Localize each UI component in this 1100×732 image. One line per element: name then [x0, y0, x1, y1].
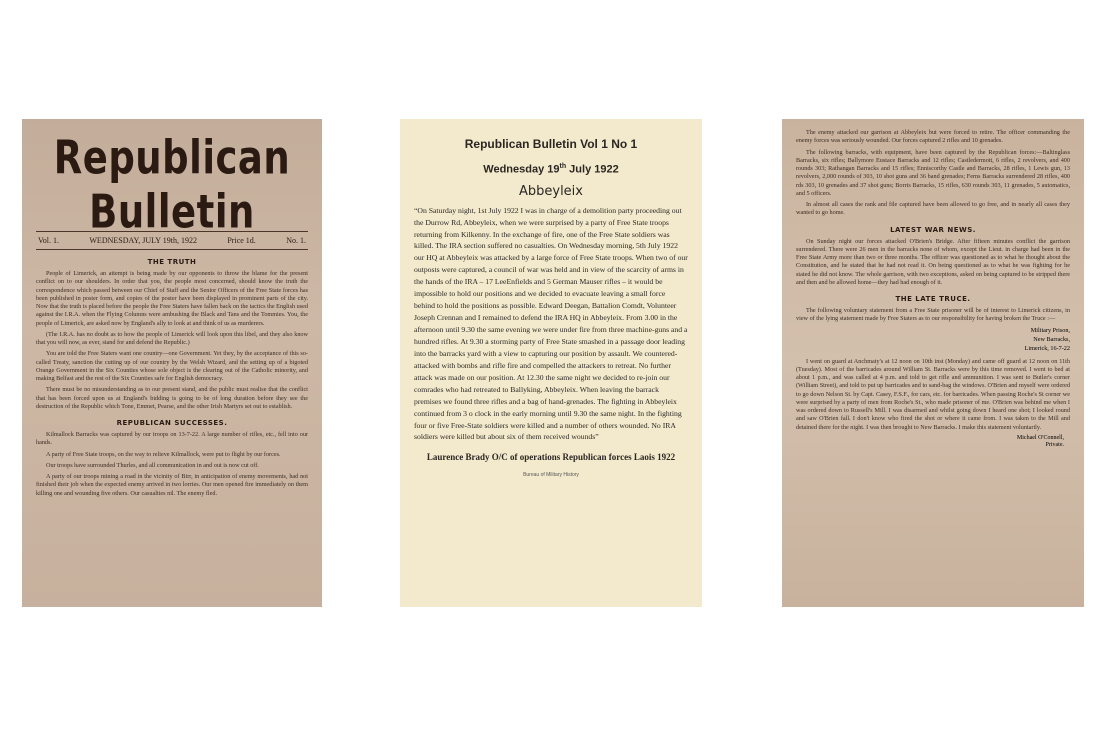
article-paragraph: There must be no misunderstanding as to our present stand, and the public must realise that the conflict that has been forced upon us at England's bidding is going to be of long duration before they see the destruction of the Republic which Tone, Emmet, Pearse, and the other Irish Martyrs set out to establish. [36, 386, 308, 410]
article-paragraph: The enemy attacked our garrison at Abbeyleix but were forced to retire. The officer commanding the enemy forces was seriously wounded. Our forces captured 2 rifles and 10 grenades. [796, 129, 1070, 145]
article-paragraph: (The I.R.A. has no doubt as to how the people of Limerick will look upon this libel, and they also know that you will now, as ever, stand for and defend the Republic.) [36, 330, 308, 346]
article-paragraph: Our troops have surrounded Thurles, and all communication in and out is now cut off. [46, 461, 259, 469]
article-paragraph: You are told the Free Staters want one country—one Government. Yet they, by the acceptance of this so-called Treaty, sanction the cutting up of our country by the Welsh Wizard, and the setting up of a bigoted Orange Government in the Six Counties whose sole object is the clearing out of the Catholic minority, and making Belfast and the rest of the Six Counties safe for English democracy. [36, 350, 308, 382]
section-heading: THE TRUTH [147, 258, 197, 266]
section-heading: LATEST WAR NEWS. [890, 225, 976, 234]
issue-number: No. 1. [286, 236, 306, 245]
left-newspaper-page [22, 119, 322, 607]
volume-label: Vol. 1. [38, 236, 59, 245]
article-paragraph: People of Limerick, an attempt is being made by our opponents to throw the blame for the present conflict on to our shoulders. In order that you, the people most concerned, should know the truth the correspondence which passed between our Chief of Staff and the Senior Officers of the Free State forces has been published in poster form, and copies of the poster have been displayed in prominent parts of the city. Now that the truth is placed before the people the Free Staters have fallen back on the tactics the English used against the I.R.A. when the Flying Columns were ambushing the Black and Tans and the Tommies. You, the people of Limerick, are asked now by England's ally to look at and think of us as murderers. [36, 270, 308, 327]
transcript-date: Wednesday 19th July 1922 [483, 163, 619, 176]
signatory-rank: Private. [1045, 441, 1064, 448]
address-line: Limerick, 16-7-22 [1024, 344, 1070, 352]
article-paragraph: Kilmallock Barracks was captured by our troops on 13-7-22. A large number of rifles, etc., fell into our hands. [36, 431, 308, 447]
transcript-title: Republican Bulletin Vol 1 No 1 [464, 137, 638, 151]
article-paragraph: On Sunday night our forces attacked O'Brien's Bridge. After fifteen minutes conflict the garrison surrendered. There were 26 men in the barracks none of whom, except the Lieut. in charge had been in the Free State Army more than two or three months. The officer was questioned as to what he thought about the Constitution, and he stated that he had not read it. On being questioned as to what he was fighting for he stated he did not know. The whole garrison, with two exceptions, asked on being captured to be stripped there and then and be allowed home—they had had enough of it. [796, 237, 1070, 286]
issue-date: WEDNESDAY, JULY 19th, 1922 [89, 236, 197, 245]
transcript-signature: Laurence Brady O/C of operations Republican forces Laois 1922 [426, 452, 676, 463]
address-line: New Barracks, [1033, 335, 1070, 343]
signatory-name: Michael O'Connell, [1016, 434, 1064, 441]
article-paragraph: In almost all cases the rank and file captured have been allowed to go free, and in nearly all cases they wanted to go home. [796, 201, 1070, 217]
article-paragraph: A party of our troops mining a road in the vicinity of Birr, in anticipation of enemy movements, had not finished their job when the expected enemy arrived in two lorries. Our men opened fire immediately on them killing one and wounding five others. Our casualties nil. The enemy fled. [36, 473, 308, 497]
transcript-quote: “On Saturday night, 1st July 1922 I was in charge of a demolition party proceeding out the Durrow Rd, Abbeyleix, when we were surprised by a party of Free State troops returning from Kilkenny. In the exchange of fire, one of the Free State soldiers was killed. The IRA section suffered no casualties. On Wednesday morning, 5th July 1922 our HQ at Abbeyleix was attacked by a large force of Free State troops. When two of our outposts were captured, a council of war was held and in view of the scarcity of arms in the hands of the IRA – 17 LeeEnfields and 5 German Mauser rifles – it would be impossible to hold our positions and we decided to evacuate leaving a small force behind to hold the positions as possible. Edward Deegan, Battalion Comdt, Volunteer Joseph Crennan and I remained to defend the IRA HQ in Abbeyleix. From 3.00 in the afternoon until 9.30 the same evening we were under fire from three machine-guns and a hundred rifles. At 9.30 a storming party of Free State smashed in a passage door leading into the barracks yard with a view to capturing our position by assault. We countered-attacked with bombs and rifle fire and compelled the attackers to retreat. No further attack was made on our position. At 12.30 the same night we decided to re-join our comrades who had retreated to Ballyking, Abbeyleix. When leaving the barrack premises we found three rifles and a bag of hand-grenades. The fighting in Abbeyleix continued from 3 o clock in the early morning until 9.30 the same night. In the fighting four or five Free-State soldiers were killed and a number of others wounded. No IRA soldiers were killed but about six of them received wounds” [414, 205, 688, 442]
section-heading: REPUBLICAN SUCCESSES. [116, 419, 228, 427]
center-transcript-page [400, 119, 702, 607]
prisoner-statement: I went on guard at Anchmaty's at 12 noon on 10th inst (Monday) and came off guard at 12 noon on 11th (Tuesday). Most of the barricades around William St. Barracks were by this time removed. I went to bed at about 1 p.m., and was called at 4 p.m. and told to get rifle and ammunition. I was sent to Butler's corner (William Street), and told to put up barricades and to sand-bag the windows. O'Brien and myself were ordered to go down Nelson St. by Capt. Casey, F.S.F., for cars, etc. for barricades. When passing Roche's St corner we were surprised by a party of men from Roche's St., who made prisoner of me. O'Brien was behind me when I was ordered down to Russell's Mill. I was disarmed and whilst going down I heard one shot; I looked round and saw O'Brien fall. I don't know who fired the shot or where it came from. I was taken to the Mill and detained there for the night. I was then brought to New Barracks. I make this statement voluntarily. [796, 357, 1070, 431]
right-newspaper-page [782, 119, 1084, 607]
newspaper-masthead: Republican Bulletin [53, 131, 291, 239]
address-line: Military Prison, [1030, 326, 1070, 334]
article-paragraph: The following barracks, with equipment, have been captured by the Republican forces:—Baltinglass Barracks, six rifles; Ballymore Eustace Barracks and 12 rifles; Castledermott, 6 rifles, 2 revolvers, and 400 rounds 303; Rathangan Barracks and 15 rifles; Enniscorthy Castle and Barracks, 28 rifles, 1 Lewis gun, 13 revolvers, 2,000 rounds of 303, 10 shot guns and 36 band grenades; Ferns Barracks surrendered 28 rifles, 400 rds 303, 10 grenades and 37 shot guns; Borris Barracks, 15 rifles, 630 rounds 303, 11 grenades, 5 automatics, and 5 officers. [796, 148, 1070, 197]
transcript-place: Abbeyleix [518, 183, 583, 199]
transcript-source: Bureau of Military History [523, 472, 579, 478]
price-label: Price 1d. [227, 236, 256, 245]
article-paragraph: A party of Free State troops, on the way to relieve Kilmallock, were put to flight by our forces. [46, 450, 281, 458]
section-heading: THE LATE TRUCE. [895, 295, 971, 303]
article-paragraph: The following voluntary statement from a Free State prisoner will be of interest to Limerick citizens, in view of the lying statement made by Free Staters as to our responsibility for having broken the Truce :— [796, 307, 1070, 323]
